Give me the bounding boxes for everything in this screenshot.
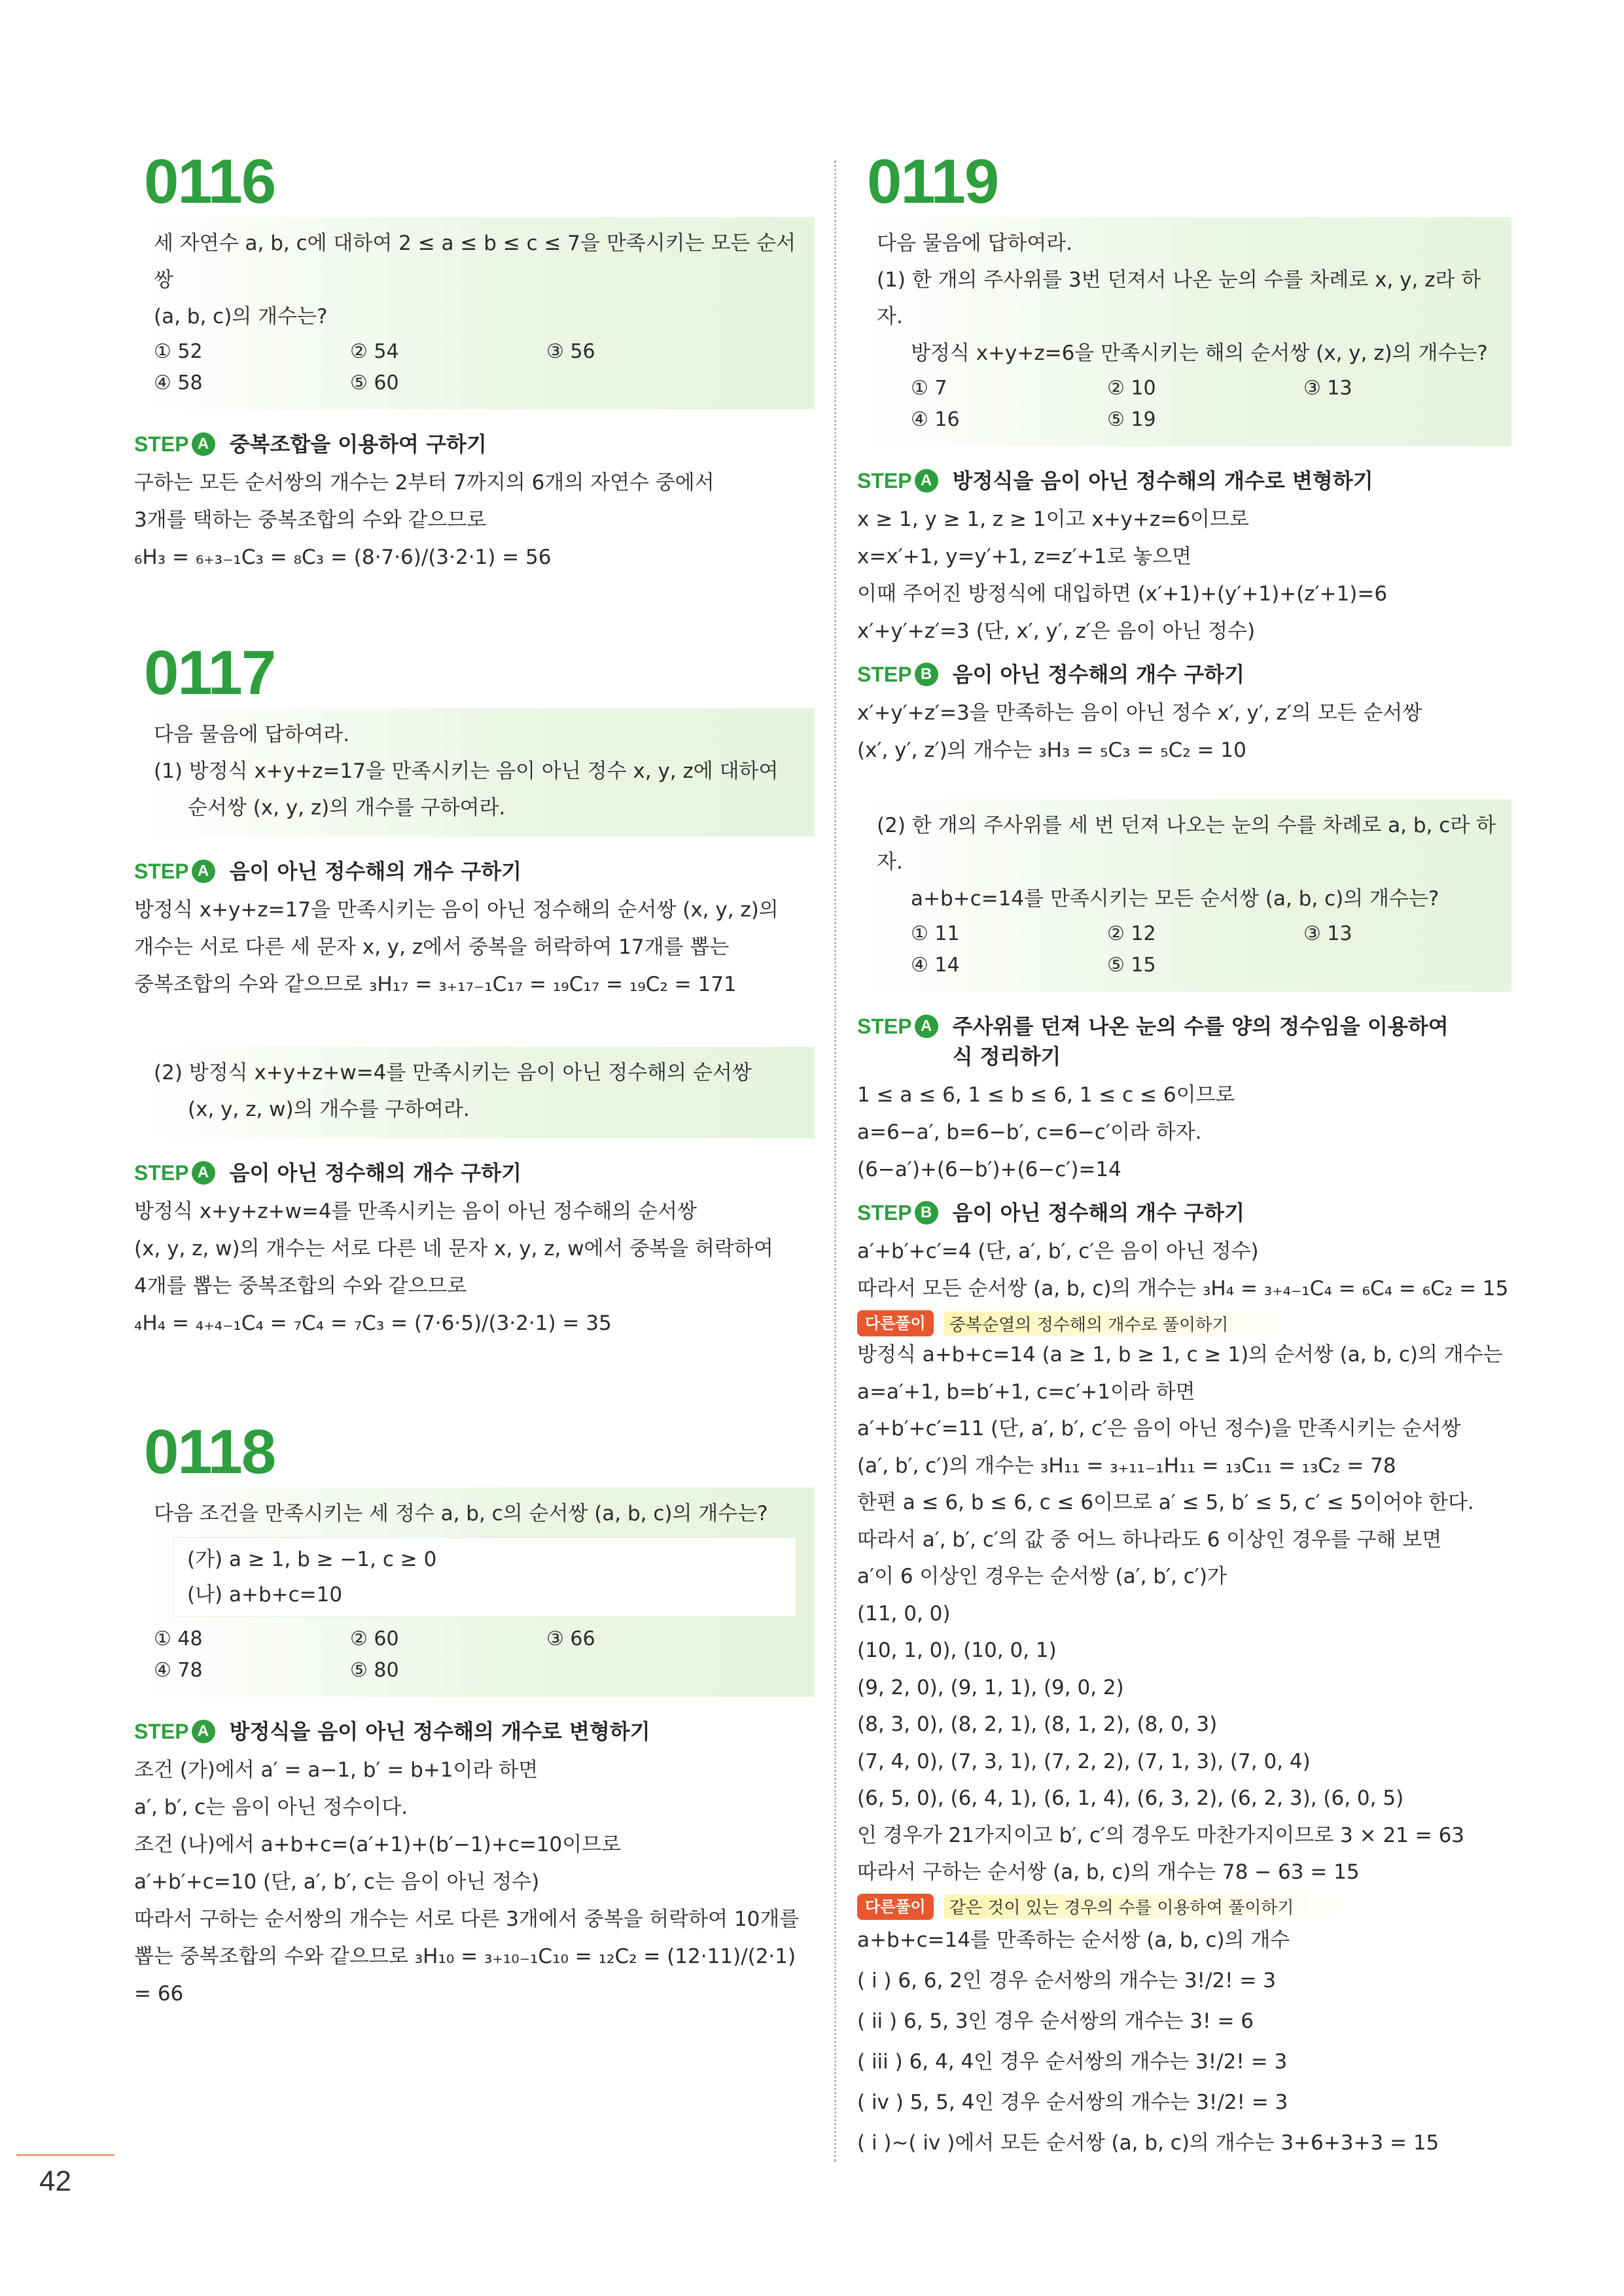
choice-3: ③ 13: [1303, 922, 1352, 945]
step-heading: [134, 1716, 815, 1747]
step-title: 방정식을 음이 아닌 정수해의 개수로 변형하기: [952, 468, 1373, 493]
question-line: (2) 한 개의 주사위를 세 번 던져 나오는 눈의 수를 차례로 a, b, c라 하자.: [877, 814, 1496, 874]
solution: [857, 1077, 1511, 1189]
solution-line: (x′, y′, z′)의 개수는 ₃H₃ = ₅C₃ = ₅C₂ = 10: [857, 739, 1246, 762]
solution: [134, 464, 815, 576]
step-letter-badge: A: [192, 432, 215, 456]
choice-3: ③ 66: [546, 1627, 595, 1650]
solution-line: (6−a′)+(6−b′)+(6−c′)=14: [857, 1158, 1121, 1181]
solution-line: 방정식 a+b+c=14 (a ≥ 1, b ≥ 1, c ≥ 1)의 순서쌍 (a, b, c)의 개수는: [857, 1343, 1503, 1366]
choice-5: ⑤ 80: [350, 1659, 399, 1682]
step-heading: [857, 659, 1511, 689]
problem-box: [134, 1047, 815, 1138]
choice-5: ⑤ 60: [350, 372, 399, 394]
solution-line: x=x′+1, y=y′+1, z=z′+1로 놓으면: [857, 545, 1192, 568]
choice-4: ④ 78: [154, 1659, 203, 1682]
choice-3: ③ 13: [1303, 377, 1352, 400]
solution-line: ( ii ) 6, 5, 3인 경우 순서쌍의 개수는 3! = 6: [857, 2009, 1254, 2033]
step-label: STEP: [857, 1201, 912, 1225]
problem-0118: [134, 1417, 815, 2013]
step-heading: [857, 1198, 1511, 1228]
answer-choices: [154, 336, 802, 399]
step-letter-badge: A: [915, 469, 938, 493]
alt-solution: [857, 1336, 1511, 1891]
solution-line: 1 ≤ a ≤ 6, 1 ≤ b ≤ 6, 1 ≤ c ≤ 6이므로: [857, 1083, 1235, 1107]
choice-4: ④ 14: [911, 954, 960, 977]
step-label: STEP: [134, 1161, 189, 1185]
solution-line: ( iii ) 6, 4, 4인 경우 순서쌍의 개수는 3!/2! = 3: [857, 2049, 1288, 2074]
solution-line: a=a′+1, b=b′+1, c=c′+1이라 하면: [857, 1380, 1195, 1404]
solution-line: 따라서 구하는 순서쌍 (a, b, c)의 개수는 78 − 63 = 15: [857, 1860, 1360, 1884]
solution-line: 한편 a ≤ 6, b ≤ 6, c ≤ 6이므로 a′ ≤ 5, b′ ≤ 5, c′ ≤ 5이어야 한다.: [857, 1491, 1474, 1514]
answer-choices: [877, 373, 1498, 436]
choice-4: ④ 16: [911, 408, 960, 431]
step-title: 음이 아닌 정수해의 개수 구하기: [229, 859, 521, 884]
choice-2: ② 10: [1107, 377, 1156, 400]
step-heading: [134, 1158, 815, 1188]
answer-choices: [877, 918, 1498, 981]
step-heading: [134, 856, 815, 886]
step-letter-badge: A: [192, 1720, 215, 1743]
solution-line: a′+b′+c=10 (단, a′, b′, c는 음이 아닌 정수): [134, 1870, 540, 1894]
step-letter-badge: A: [192, 860, 215, 883]
solution-line: 방정식 x+y+z=17을 만족시키는 음이 아닌 정수해의 순서쌍 (x, y, z)의: [134, 898, 779, 922]
solution-line: 조건 (가)에서 a′ = a−1, b′ = b+1이라 하면: [134, 1758, 538, 1782]
solution-line: (a′, b′, c′)의 개수는 ₃H₁₁ = ₃₊₁₁₋₁H₁₁ = ₁₃C₁₁ = ₁₃C₂ = 78: [857, 1453, 1396, 1478]
solution-line: (9, 2, 0), (9, 1, 1), (9, 0, 2): [857, 1675, 1124, 1699]
solution-line: ( iv ) 5, 5, 4인 경우 순서쌍의 개수는 3!/2! = 3: [857, 2090, 1288, 2114]
problem-0119: [857, 147, 1511, 2163]
condition-ga: (가) a ≥ 1, b ≥ −1, c ≥ 0: [187, 1548, 437, 1571]
solution-line: 개수는 서로 다른 세 문자 x, y, z에서 중복을 허락하여 17개를 뽑는: [134, 935, 730, 959]
solution-line: ( i )~( iv )에서 모든 순서쌍 (a, b, c)의 개수는 3+6+3+3 = 15: [857, 2131, 1439, 2155]
solution: [134, 1752, 815, 2013]
choice-1: ① 7: [911, 377, 947, 400]
solution-line: x′+y′+z′=3을 만족하는 음이 아닌 정수 x′, y′, z′의 모든 순서쌍: [857, 701, 1422, 725]
solution-line: ( i ) 6, 6, 2인 경우 순서쌍의 개수는 3!/2! = 3: [857, 1968, 1276, 1992]
step-title: 음이 아닌 정수해의 개수 구하기: [952, 1200, 1244, 1225]
alt-solution-title: 같은 것이 있는 경우의 수를 이용하여 풀이하기: [944, 1894, 1353, 1919]
alt-solution-title: 중복순열의 정수해의 개수로 풀이하기: [944, 1312, 1288, 1336]
solution-line: 조건 (나)에서 a+b+c=(a′+1)+(b′−1)+c=10이므로: [134, 1833, 622, 1856]
solution: [134, 892, 815, 1003]
choice-5: ⑤ 15: [1107, 954, 1156, 977]
step-label: STEP: [857, 469, 912, 493]
question-line: (1) 한 개의 주사위를 3번 던져서 나온 눈의 수를 차례로 x, y, z라 하자.: [877, 268, 1481, 328]
step-letter-badge: B: [915, 1201, 938, 1225]
solution-line: 이때 주어진 방정식에 대입하면 (x′+1)+(y′+1)+(z′+1)=6: [857, 582, 1388, 606]
step-label: STEP: [134, 432, 189, 456]
choice-3: ③ 56: [546, 340, 595, 363]
choice-1: ① 48: [154, 1627, 203, 1650]
problem-0117: [134, 638, 815, 1342]
step-title: 주사위를 던져 나온 눈의 수를 양의 정수임을 이용하여 식 정리하기: [952, 1014, 1449, 1069]
solution-line: (6, 5, 0), (6, 4, 1), (6, 1, 4), (6, 3, 2), (6, 2, 3), (6, 0, 5): [857, 1786, 1404, 1810]
problem-number: 0116: [144, 147, 275, 217]
step-title: 방정식을 음이 아닌 정수해의 개수로 변형하기: [229, 1719, 650, 1744]
solution: [857, 501, 1511, 650]
solution-line: 뽑는 중복조합의 수와 같으므로 ₃H₁₀ = ₃₊₁₀₋₁C₁₀ = ₁₂C₂ = (12·11)/(2·1) = 66: [134, 1945, 796, 2006]
solution-line: x ≥ 1, y ≥ 1, z ≥ 1이고 x+y+z=6이므로: [857, 508, 1249, 531]
right-column: [857, 147, 1511, 2163]
solution-line: 따라서 모든 순서쌍 (a, b, c)의 개수는 ₃H₄ = ₃₊₄₋₁C₄ = ₆C₄ = ₆C₂ = 15: [857, 1277, 1509, 1300]
solution-line: 따라서 a′, b′, c′의 값 중 어느 하나라도 6 이상인 경우를 구해 보면: [857, 1527, 1442, 1552]
solution-line: 방정식 x+y+z+w=4를 만족시키는 음이 아닌 정수해의 순서쌍: [134, 1200, 697, 1223]
problem-box: [857, 799, 1511, 992]
choice-1: ① 52: [154, 340, 203, 363]
question-line: (2) 방정식 x+y+z+w=4를 만족시키는 음이 아닌 정수해의 순서쌍: [154, 1061, 752, 1085]
solution-line: a′, b′, c는 음이 아닌 정수이다.: [134, 1796, 408, 1819]
question-line: 다음 조건을 만족시키는 세 정수 a, b, c의 순서쌍 (a, b, c)의 개수는?: [154, 1502, 768, 1525]
solution-line: (x, y, z, w)의 개수는 서로 다른 네 문자 x, y, z, w에서 중복을 허락하여: [134, 1237, 773, 1261]
choice-1: ① 11: [911, 922, 960, 945]
alt-solution-heading: [857, 1894, 1511, 1920]
step-heading: [857, 466, 1511, 496]
solution-line: 중복조합의 수와 같으므로 ₃H₁₇ = ₃₊₁₇₋₁C₁₇ = ₁₉C₁₇ = ₁₉C₂ = 171: [134, 973, 737, 996]
solution-line: ₆H₃ = ₆₊₃₋₁C₃ = ₈C₃ = (8·7·6)/(3·2·1) = 56: [134, 546, 552, 569]
problem-0116: [134, 147, 815, 576]
answer-choices: [154, 1624, 802, 1686]
solution-line: 4개를 뽑는 중복조합의 수와 같으므로: [134, 1274, 467, 1298]
problem-number: 0118: [144, 1417, 275, 1487]
left-column: [134, 147, 815, 2013]
alt-solution: [857, 1920, 1511, 2163]
solution-line: 따라서 구하는 순서쌍의 개수는 서로 다른 3개에서 중복을 허락하여 10개를: [134, 1907, 800, 1931]
step-label: STEP: [134, 860, 189, 883]
solution-line: x′+y′+z′=3 (단, x′, y′, z′은 음이 아닌 정수): [857, 619, 1256, 643]
column-divider: [834, 160, 836, 2162]
conditions-box: [173, 1537, 796, 1617]
step-title: 음이 아닌 정수해의 개수 구하기: [229, 1160, 521, 1185]
choice-2: ② 54: [350, 340, 399, 363]
solution-line: a=6−a′, b=6−b′, c=6−c′이라 하자.: [857, 1121, 1202, 1144]
choice-2: ② 60: [350, 1627, 399, 1650]
question-line: 방정식 x+y+z=6을 만족시키는 해의 순서쌍 (x, y, z)의 개수는?: [911, 341, 1488, 365]
question-line: a+b+c=14를 만족시키는 모든 순서쌍 (a, b, c)의 개수는?: [911, 887, 1439, 911]
page-number: 42: [39, 2165, 71, 2197]
question-intro: 다음 물음에 답하여라.: [877, 232, 1073, 255]
problem-box: [134, 217, 815, 409]
question-line: (x, y, z, w)의 개수를 구하여라.: [188, 1098, 470, 1121]
step-heading: [857, 1011, 1511, 1071]
solution-line: a′+b′+c′=4 (단, a′, b′, c′은 음이 아닌 정수): [857, 1240, 1259, 1263]
solution: [857, 1233, 1511, 1308]
step-letter-badge: A: [915, 1015, 938, 1038]
question-line: (a, b, c)의 개수는?: [154, 305, 328, 328]
condition-na: (나) a+b+c=10: [187, 1583, 343, 1607]
solution-line: (11, 0, 0): [857, 1601, 951, 1626]
alt-solution-badge: 다른풀이: [857, 1310, 934, 1336]
solution-line: 3개를 택하는 중복조합의 수와 같으므로: [134, 508, 487, 532]
question-line: 세 자연수 a, b, c에 대하여 2 ≤ a ≤ b ≤ c ≤ 7을 만족시키는 모든 순서쌍: [154, 232, 796, 292]
solution-line: 구하는 모든 순서쌍의 개수는 2부터 7까지의 6개의 자연수 중에서: [134, 471, 715, 495]
page-number-rule: [16, 2154, 115, 2156]
solution-line: 인 경우가 21가지이고 b′, c′의 경우도 마찬가지이므로 3 × 21 = 63: [857, 1823, 1465, 1847]
solution-line: (8, 3, 0), (8, 2, 1), (8, 1, 2), (8, 0, 3): [857, 1713, 1218, 1736]
step-title: 음이 아닌 정수해의 개수 구하기: [952, 662, 1244, 687]
question-line: (1) 방정식 x+y+z=17을 만족시키는 음이 아닌 정수 x, y, z에 대하여: [154, 759, 779, 783]
problem-box: [857, 217, 1511, 446]
problem-box: [134, 708, 815, 837]
choice-2: ② 12: [1107, 922, 1156, 945]
solution-line: (10, 1, 0), (10, 0, 1): [857, 1639, 1057, 1662]
step-heading: [134, 429, 815, 459]
alt-solution-badge: 다른풀이: [857, 1894, 934, 1920]
choice-4: ④ 58: [154, 372, 203, 394]
solution-line: a+b+c=14를 만족하는 순서쌍 (a, b, c)의 개수: [857, 1928, 1290, 1952]
step-label: STEP: [134, 1720, 189, 1743]
problem-box: [134, 1487, 815, 1697]
problem-number: 0119: [867, 147, 998, 217]
question-line: 순서쌍 (x, y, z)의 개수를 구하여라.: [188, 796, 506, 820]
alt-solution-heading: [857, 1310, 1511, 1336]
choice-5: ⑤ 19: [1107, 408, 1156, 431]
step-letter-badge: A: [192, 1161, 215, 1185]
solution: [134, 1193, 815, 1342]
step-title: 중복조합을 이용하여 구하기: [229, 432, 487, 457]
problem-number: 0117: [144, 638, 275, 708]
solution: [857, 695, 1511, 769]
step-label: STEP: [857, 663, 912, 686]
solution-line: (7, 4, 0), (7, 3, 1), (7, 2, 2), (7, 1, 3), (7, 0, 4): [857, 1749, 1311, 1773]
step-letter-badge: B: [915, 663, 938, 686]
solution-line: ₄H₄ = ₄₊₄₋₁C₄ = ₇C₄ = ₇C₃ = (7·6·5)/(3·2·1) = 35: [134, 1312, 612, 1335]
solution-line: a′이 6 이상인 경우는 순서쌍 (a′, b′, c′)가: [857, 1565, 1227, 1588]
solution-line: a′+b′+c′=11 (단, a′, b′, c′은 음이 아닌 정수)을 만족시키는 순서쌍: [857, 1417, 1461, 1440]
question-intro: 다음 물음에 답하여라.: [154, 723, 350, 746]
step-label: STEP: [857, 1015, 912, 1038]
